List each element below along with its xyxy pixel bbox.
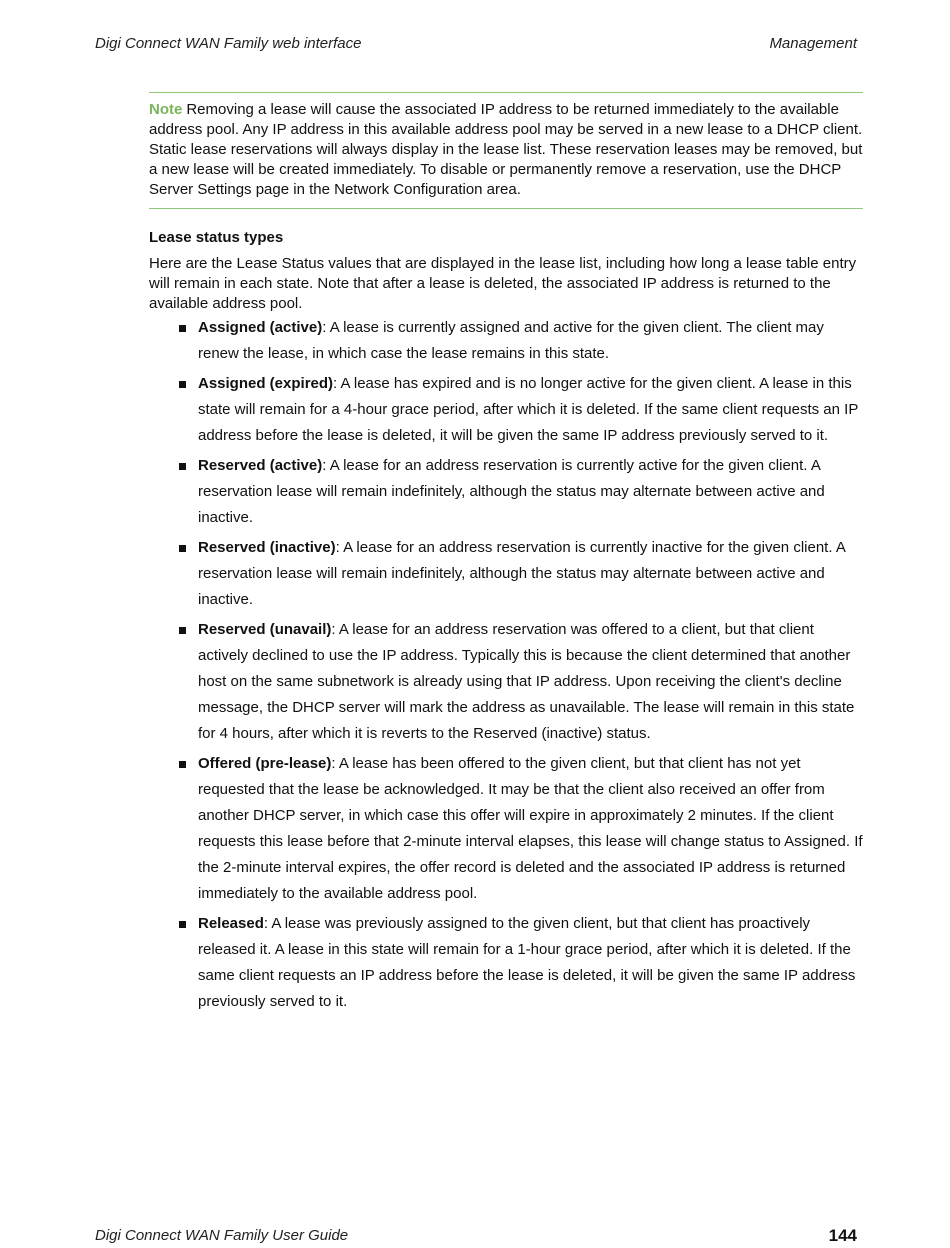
page-content bbox=[149, 92, 863, 1019]
list-item-text: : A lease was previously assigned to the given client, but that client has proactively released it. A lease in this state will remain for a 1-hour grace period, after which it is deleted. If the same client requests an IP address before the lease is deleted, it will be given the same IP address previously served to it. bbox=[198, 915, 856, 1010]
square-bullet-icon bbox=[179, 627, 186, 634]
list-item bbox=[149, 371, 863, 449]
section-heading: Lease status types bbox=[149, 229, 284, 246]
running-header-section: Management bbox=[769, 35, 857, 52]
note-text: Removing a lease will cause the associated IP address to be returned immediately to the available address pool. Any IP address in this available address pool may be served in a new lease to a DHCP client. Static lease reservations will always display in the lease list. These reservation leases may be removed, but a new lease will be created immediately. To disable or permanently remove a reservation, use the DHCP Server Settings page in the Network Configuration area. bbox=[149, 101, 863, 198]
square-bullet-icon bbox=[179, 545, 186, 552]
list-item-term: Assigned (expired) bbox=[198, 375, 334, 392]
list-item-term: Offered (pre-lease) bbox=[198, 755, 332, 772]
list-item-text: : A lease for an address reservation is currently active for the given client. A reservation lease will remain indefinitely, although the status may alternate between active and inactive. bbox=[198, 457, 825, 526]
list-item-text: : A lease is currently assigned and active for the given client. The client may renew the lease, in which case the lease remains in this state. bbox=[198, 319, 824, 362]
list-item-term: Reserved (active) bbox=[198, 457, 323, 474]
square-bullet-icon bbox=[179, 463, 186, 470]
square-bullet-icon bbox=[179, 921, 186, 928]
list-item-term: Reserved (inactive) bbox=[198, 539, 336, 556]
list-item bbox=[149, 453, 863, 531]
list-item bbox=[149, 315, 863, 367]
square-bullet-icon bbox=[179, 325, 186, 332]
section-intro: Here are the Lease Status values that are displayed in the lease list, including how long a lease table entry will remain in each state. Note that after a lease is deleted, the associated IP address is returned to the available address pool. bbox=[149, 255, 857, 312]
list-item-text: : A lease has been offered to the given client, but that client has not yet requested that the lease be acknowledged. It may be that the client also received an offer from another DHCP server, in which case this offer will expire in approximately 2 minutes. If the client requests this lease before that 2-minute interval elapses, this lease will change status to Assigned. If the 2-minute interval expires, the offer record is deleted and the associated IP address is returned immediately to the available address pool. bbox=[198, 755, 863, 902]
footer-guide-title: Digi Connect WAN Family User Guide bbox=[95, 1227, 349, 1244]
lease-status-list bbox=[149, 315, 863, 1015]
note-box bbox=[149, 92, 863, 209]
note-label: Note bbox=[149, 101, 183, 118]
list-item-term: Reserved (unavail) bbox=[198, 621, 332, 638]
list-item-text: : A lease for an address reservation was offered to a client, but that client actively declined to use the IP address. Typically this is because the client determined that another host on the same subnetwork is already using that IP address. Upon receiving the client's decline message, the DHCP server will mark the address as unavailable. The lease will remain in this state for 4 hours, after which it is reverts to the Reserved (inactive) status. bbox=[198, 621, 855, 742]
square-bullet-icon bbox=[179, 381, 186, 388]
page-number: 144 bbox=[828, 1226, 857, 1245]
running-header-title: Digi Connect WAN Family web interface bbox=[95, 35, 362, 52]
list-item bbox=[149, 535, 863, 613]
list-item-term: Released bbox=[198, 915, 264, 932]
square-bullet-icon bbox=[179, 761, 186, 768]
list-item bbox=[149, 911, 863, 1015]
list-item-text: : A lease has expired and is no longer active for the given client. A lease in this state will remain for a 4-hour grace period, after which it is deleted. If the same client requests an IP address before the lease is deleted, it will be given the same IP address previously served to it. bbox=[198, 375, 859, 444]
list-item-text: : A lease for an address reservation is currently inactive for the given client. A reservation lease will remain indefinitely, although the status may alternate between active and inactive. bbox=[198, 539, 846, 608]
list-item bbox=[149, 617, 863, 747]
list-item bbox=[149, 751, 863, 907]
list-item-term: Assigned (active) bbox=[198, 319, 323, 336]
